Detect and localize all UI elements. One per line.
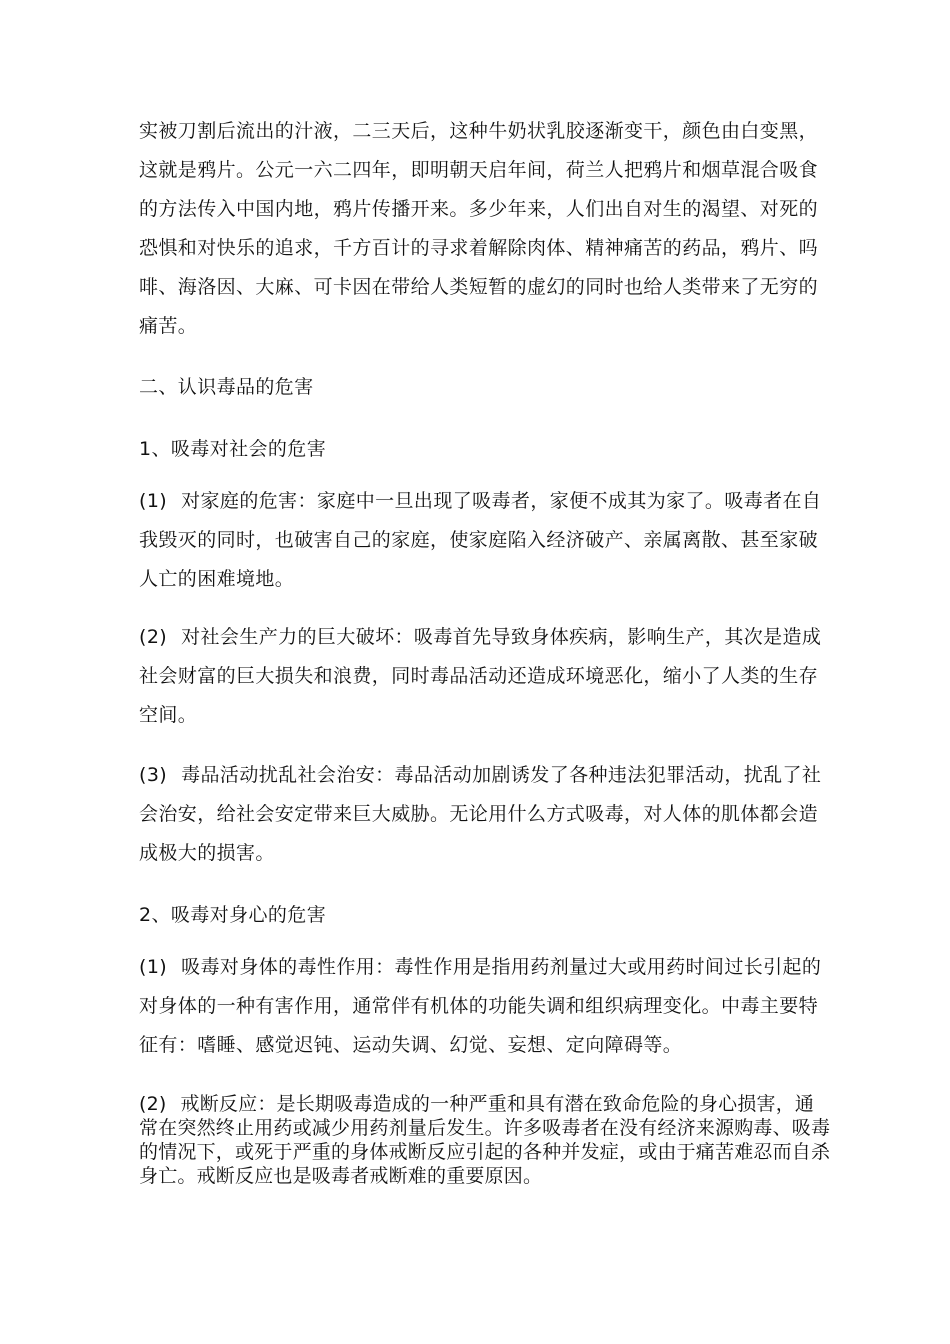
subsection-heading-body-mind-harm: 2、吸毒对身心的危害 <box>139 904 327 926</box>
list-item-toxicity <box>139 948 825 1065</box>
list-item-text: 毒品活动扰乱社会治安：毒品活动加剧诱发了各种违法犯罪活动，扰乱了社会治安，给社会安定带来巨大威胁。无论用什么方式吸毒，对人体的肌体都会造成极大的损害。 <box>139 764 822 864</box>
list-item-number: (1) <box>139 490 168 512</box>
list-item-number: (2) <box>139 626 168 648</box>
list-item-withdrawal <box>139 1092 831 1188</box>
list-item-number: (1) <box>139 956 168 978</box>
list-item-text: 吸毒对身体的毒性作用：毒性作用是指用药剂量过大或用药时间过长引起的对身体的一种有害作用，通常伴有机体的功能失调和组织病理变化。中毒主要特征有：嗜睡、感觉迟钝、运动失调、幻觉、妄想、定向障碍等。 <box>139 956 822 1056</box>
list-item-family-harm <box>139 482 825 599</box>
intro-paragraph: 实被刀割后流出的汁液，二三天后，这种牛奶状乳胶逐渐变干，颜色由白变黑，这就是鸦片。公元一六二四年，即明朝天启年间，荷兰人把鸦片和烟草混合吸食的方法传入中国内地，鸦片传播开来。多少年来，人们出自对生的渴望、对死的恐惧和对快乐的追求，千方百计的寻求着解除肉体、精神痛苦的药品，鸦片、吗啡、海洛因、大麻、可卡因在带给人类短暂的虚幻的同时也给人类带来了无穷的痛苦。 <box>139 120 819 337</box>
list-item-number: (3) <box>139 764 168 786</box>
subsection-heading-social-harm: 1、吸毒对社会的危害 <box>139 438 327 460</box>
list-item-productivity-harm <box>139 618 825 735</box>
section-heading-harms: 二、认识毒品的危害 <box>139 376 314 398</box>
list-item-text: 对社会生产力的巨大破坏：吸毒首先导致身体疾病，影响生产，其次是造成社会财富的巨大损失和浪费，同时毒品活动还造成环境恶化，缩小了人类的生存空间。 <box>139 626 822 726</box>
list-item-public-order-harm <box>139 756 825 873</box>
list-item-number: (2) <box>139 1093 167 1115</box>
list-item-text: 戒断反应：是长期吸毒造成的一种严重和具有潜在致命危险的身心损害，通常在突然终止用药或减少用药剂量后发生。许多吸毒者在没有经济来源购毒、吸毒的情况下，或死于严重的身体戒断反应引起的各种并发症，或由于痛苦难忍而自杀身亡。戒断反应也是吸毒者戒断难的重要原因。 <box>139 1093 831 1187</box>
list-item-text: 对家庭的危害：家庭中一旦出现了吸毒者，家便不成其为家了。吸毒者在自我毁灭的同时，也破害自己的家庭，使家庭陷入经济破产、亲属离散、甚至家破人亡的困难境地。 <box>139 490 822 590</box>
